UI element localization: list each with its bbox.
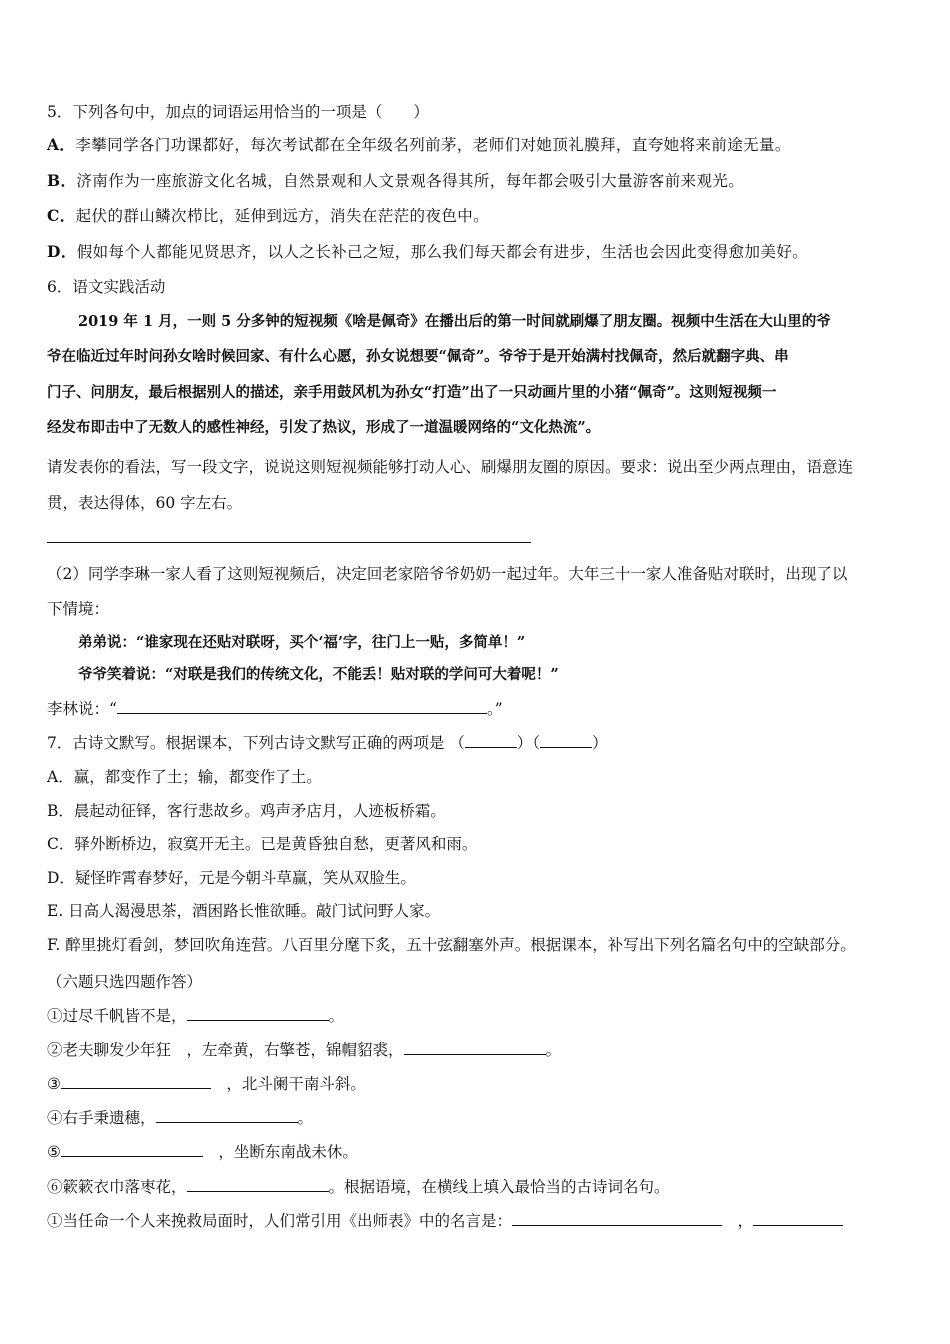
q5-option-a-label: A． xyxy=(47,135,76,154)
q7-fill-5 xyxy=(47,1141,358,1163)
q7-option-a: A．赢，都变作了土；输，都变作了土。 xyxy=(47,768,322,786)
q7-fill-4-post: 。 xyxy=(297,1109,314,1127)
q7-fill-5-pre: ⑤ xyxy=(47,1143,61,1161)
q5-option-d-text: 假如每个人都能见贤思齐，以人之长补己之短，那么我们每天都会有进步，生活也会因此变得愈加美好。 xyxy=(76,243,809,261)
q6-lilin-blank[interactable] xyxy=(117,698,487,714)
q7-option-b: B．晨起动征铎，客行悲故乡。鸡声矛店月，人迹板桥霜。 xyxy=(47,802,446,820)
q7-fill-6 xyxy=(47,1176,670,1198)
q7-fill-6-blank[interactable] xyxy=(187,1176,329,1192)
q6-title: 6．语文实践活动 xyxy=(47,278,166,296)
q5-option-c xyxy=(47,205,489,227)
q6-lilin-line xyxy=(47,698,503,720)
q6-passage-line-3: 门子、问朋友，最后根据别人的描述，亲手用鼓风机为孙女“打造”出了一只动画片里的小猪“佩奇”。这则短视频一 xyxy=(47,384,777,401)
q6-requirement-line-2: 贯，表达得体，60 字左右。 xyxy=(47,494,243,512)
q7-fill-1-pre: ①过尽千帆皆不是， xyxy=(47,1007,187,1025)
q6-brother-quote: 弟弟说：“谁家现在还贴对联呀，买个‘福’字，往门上一贴，多简单！” xyxy=(78,634,526,651)
q7-fill-1-blank[interactable] xyxy=(187,1005,329,1021)
q7-context-1-blank-a[interactable] xyxy=(512,1210,722,1226)
q6-lilin-suffix: 。” xyxy=(486,700,503,718)
q6-part2-line-2: 下情境： xyxy=(47,600,110,618)
q6-answer-line[interactable] xyxy=(47,542,531,543)
q5-option-c-text: 起伏的群山鳞次栉比，延伸到远方，消失在茫茫的夜色中。 xyxy=(75,207,490,225)
q5-option-a-text: 李攀同学各门功课都好，每次考试都在全年级名列前茅，老师们对她顶礼膜拜，直夸她将来前途无量。 xyxy=(75,136,791,154)
q5-stem: 5．下列各句中，加点的词语运用恰当的一项是（ ） xyxy=(47,103,429,121)
q7-option-f: F. 醉里挑灯看剑，梦回吹角连营。八百里分麾下炙，五十弦翻塞外声。根据课本，补写出下列名篇名句中的空缺部分。 xyxy=(47,936,856,954)
q7-fill-1-post: 。 xyxy=(328,1007,345,1025)
q7-fill-3-pre: ③ xyxy=(47,1075,61,1093)
q6-lilin-prefix: 李林说：“ xyxy=(47,700,117,718)
q5-option-d-label: D． xyxy=(47,242,77,261)
q7-fill-2-pre: ②老夫聊发少年狂 ，左牵黄，右擎苍，锦帽貂裘， xyxy=(47,1041,404,1059)
q7-fill-2 xyxy=(47,1039,561,1061)
q5-option-b-label: B． xyxy=(47,171,77,190)
q7-fill-2-blank[interactable] xyxy=(404,1039,546,1055)
q6-passage-line-4: 经发布即击中了无数人的感性神经，引发了热议，形成了一道温暖网络的“文化热流”。 xyxy=(47,419,601,436)
q6-grandpa-quote: 爷爷笑着说：“对联是我们的传统文化，不能丢！贴对联的学问可大着呢！” xyxy=(78,666,559,683)
q7-context-1-mid: ， xyxy=(722,1212,754,1230)
q7-stem xyxy=(47,732,608,754)
q5-option-b-text: 济南作为一座旅游文化名城，自然景观和人文景观各得其所，每年都会吸引大量游客前来观光。 xyxy=(76,172,745,190)
q7-fill-5-blank[interactable] xyxy=(61,1141,203,1157)
q5-option-b xyxy=(47,170,744,192)
q7-option-d: D．疑怪昨霄春梦好，元是今朝斗草赢，笑从双脸生。 xyxy=(47,869,416,887)
q6-passage-line-2: 爷在临近过年时问孙女啥时候回家、有什么心愿，孙女说想要“佩奇”。爷爷于是开始满村找佩奇，然后就翻字典、串 xyxy=(47,348,789,365)
q7-option-c: C．驿外断桥边，寂寞开无主。已是黄昏独自愁，更著风和雨。 xyxy=(47,835,478,853)
q7-fill-6-pre: ⑥簌簌衣巾落枣花， xyxy=(47,1178,187,1196)
q7-fill-5-post: ，坐断东南战未休。 xyxy=(202,1143,358,1161)
q7-fill-2-post: 。 xyxy=(545,1041,562,1059)
q7-blank-1[interactable] xyxy=(465,732,517,748)
q5-option-d xyxy=(47,241,808,263)
q7-blank-2[interactable] xyxy=(540,732,592,748)
q7-fill-1 xyxy=(47,1005,344,1027)
q7-paren-end: ） xyxy=(592,734,608,752)
q7-fill-4-blank[interactable] xyxy=(156,1107,298,1123)
q7-fill-3-blank[interactable] xyxy=(61,1073,211,1089)
q7-fill-4 xyxy=(47,1107,313,1129)
q6-requirement-line-1: 请发表你的看法，写一段文字，说说这则短视频能够打动人心、刷爆朋友圈的原因。要求：说出至少两点理由，语意连 xyxy=(47,458,854,476)
q7-fill-6-post: 。根据语境，在横线上填入最恰当的古诗词名句。 xyxy=(328,1178,670,1196)
q7-context-1-pre: ①当任命一个人来挽救局面时，人们常引用《出师表》中的名言是： xyxy=(47,1212,513,1230)
q7-context-1 xyxy=(47,1210,843,1232)
q6-part2-line-1: （2）同学李琳一家人看了这则短视频后，决定回老家陪爷爷奶奶一起过年。大年三十一家人准备贴对联时，出现了以 xyxy=(47,565,848,583)
q7-paren-mid: ）（ xyxy=(516,734,541,752)
q5-option-c-label: C． xyxy=(47,206,76,225)
q5-option-a xyxy=(47,134,791,156)
q7-note: （六题只选四题作答） xyxy=(47,973,203,991)
q7-option-e: E. 日高人渴漫思茶，酒困路长惟欲睡。敲门试问野人家。 xyxy=(47,902,441,920)
q7-stem-text: 7．古诗文默写。根据课本，下列古诗文默写正确的两项是 （ xyxy=(47,734,465,752)
q7-fill-3 xyxy=(47,1073,366,1095)
q7-fill-4-pre: ④右手秉遗穗， xyxy=(47,1109,156,1127)
q7-context-1-blank-b[interactable] xyxy=(753,1210,843,1226)
q6-passage-line-1: 2019 年 1 月，一则 5 分多钟的短视频《啥是佩奇》在播出后的第一时间就刷爆了朋友圈。视频中生活在大山里的爷 xyxy=(78,313,831,330)
q7-fill-3-post: ，北斗阑干南斗斜。 xyxy=(210,1075,366,1093)
